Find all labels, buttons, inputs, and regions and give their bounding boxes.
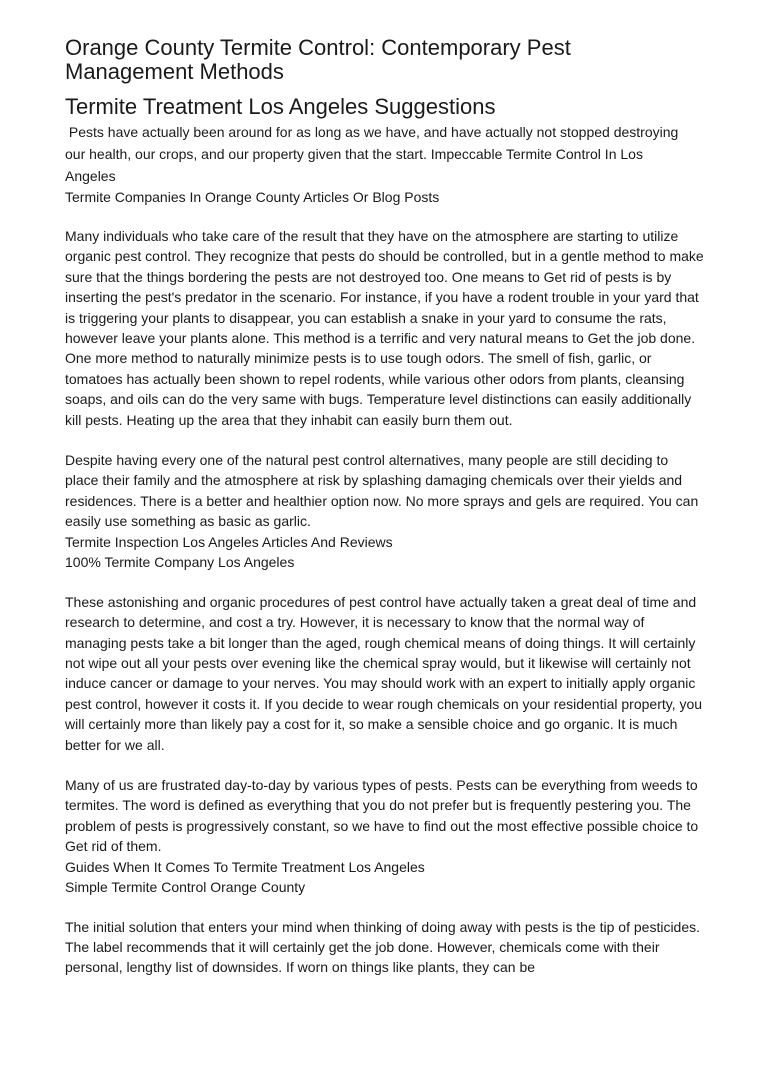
- intro-paragraph: Pests have actually been around for as long as we have, and have actually not stopped destroying our health, our crops, and our property given that the start. Impeccable Termite Control In Los Angeles: [65, 124, 683, 184]
- body-paragraph-2: Despite having every one of the natural pest control alternatives, many people are still deciding to place their family and the atmosphere at risk by splashing damaging chemicals over their yields and residences. There is a better and healthier option now. No more sprays and gels are required. You can easily use something as basic as garlic.: [65, 452, 699, 530]
- body-paragraph-1: Many individuals who take care of the result that they have on the atmosphere are starting to utilize organic pest control. They recognize that pests do should be controlled, but in a gentle method to make sure that the things bordering the pests are not destroyed too. One means to Get rid of pests is by inserting the pest's predator in the scenario. For instance, if you have a rodent trouble in your yard that is triggering your plants to disappear, you can establish a snake in your yard to consume the rats, however leave your plants alone. This method is a terrific and very natural means to Get the job done. One more method to naturally minimize pests is to use tough odors. The smell of fish, garlic, or tomatoes has actually been shown to repel rodents, while various other odors from plants, cleansing soaps, and oils can do the very same with bugs. Temperature level distinctions can easily additionally kill pests. Heating up the area that they inhabit can easily burn them out.: [65, 228, 704, 428]
- paragraph-spacer: [65, 572, 705, 592]
- article-link-2[interactable]: Termite Inspection Los Angeles Articles And Reviews: [65, 533, 393, 550]
- article-link-3[interactable]: 100% Termite Company Los Angeles: [65, 553, 295, 570]
- article-link-5[interactable]: Simple Termite Control Orange County: [65, 878, 306, 895]
- article-link-1[interactable]: Termite Companies In Orange County Articles Or Blog Posts: [65, 189, 440, 205]
- body-paragraph-4: Many of us are frustrated day-to-day by various types of pests. Pests can be everything from weeds to termites. The word is defined as everything that you do not prefer but is frequently pestering you. The problem of pests is progressively constant, so we have to find out the most effective possible choice to Get rid of them.: [65, 776, 699, 855]
- paragraph-spacer: [65, 430, 705, 450]
- paragraph-spacer: [65, 207, 705, 226]
- body-paragraph-3: These astonishing and organic procedures of pest control have actually taken a great deal of time and research to determine, and cost a try. However, it is necessary to know that the normal way of managing pests take a bit longer than the aged, rough chemical means of doing things. It will certainly not wipe out all your pests over evening like the chemical spray would, but it likewise will certainly not induce cancer or damage to your nerves. You may should work with an expert to initially apply organic pest control, however it costs it. If you decide to wear rough chemicals on your residential property, you will certainly more than likely pay a cost for it, so make a sensible choice and go organic. It is much better for we all.: [65, 593, 703, 753]
- paragraph-spacer: [65, 755, 705, 775]
- body-paragraph-5: The initial solution that enters your mind when thinking of doing away with pests is the tip of pesticides. The label recommends that it will certainly get the job done. However, chemicals come with their personal, lengthy list of downsides. If worn on things like plants, they can be: [65, 918, 701, 976]
- article-link-4[interactable]: Guides When It Comes To Termite Treatment Los Angeles: [65, 858, 425, 875]
- document-title: Orange County Termite Control: Contemporary Pest Management Methods: [65, 35, 571, 84]
- section-heading: Termite Treatment Los Angeles Suggestions: [65, 94, 496, 119]
- document-page: [65, 36, 705, 978]
- paragraph-spacer: [65, 897, 705, 917]
